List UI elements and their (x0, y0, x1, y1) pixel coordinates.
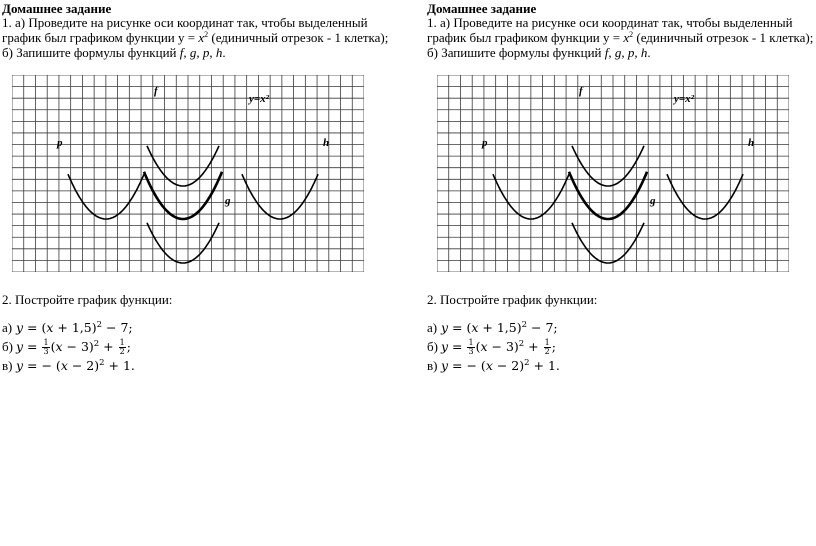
formula-b-open: ( (50, 339, 56, 354)
formula-a (427, 318, 558, 338)
formula-b-y: y (441, 339, 449, 354)
formula-a-exp: 2 (96, 320, 103, 330)
formula-b-exp: 2 (93, 339, 100, 349)
formula-b-x: x (480, 339, 488, 354)
formula-b-fraction2 (119, 339, 126, 356)
formula-c-rest: − 2) (67, 358, 100, 373)
task1-line3-suffix: . (222, 45, 226, 60)
formula-c-tail: + 1. (104, 358, 135, 373)
parabola-g (572, 223, 644, 263)
task1-function-names: f, g, p, h (604, 45, 648, 60)
task1-line2 (427, 30, 812, 45)
homework-title: Домашнее задание (2, 1, 112, 16)
formula-c-x: x (485, 358, 493, 373)
formula-a-rest: + 1,5) (53, 320, 97, 335)
parabola-f (147, 146, 219, 186)
formula-b-label: б) (2, 339, 13, 354)
formula-c (427, 356, 560, 376)
formula-a-tail: − 7; (102, 320, 133, 335)
formula-b-tail: ; (551, 339, 556, 354)
label-y-x2: y=x² (674, 93, 694, 105)
label-h: h (323, 137, 330, 149)
grid-figure-svg (437, 75, 789, 272)
formula-c-tail: + 1. (529, 358, 560, 373)
formula-b-plus: + (99, 339, 118, 354)
formula-b-den: 3 (468, 347, 474, 356)
task1-line1: 1. а) Проведите на рисунке оси координат так, чтобы выделенный (427, 15, 793, 30)
task1-line3 (427, 45, 812, 60)
formula-c-rest: − 2) (492, 358, 525, 373)
formula-a-y: y (441, 320, 449, 335)
task1-line3 (2, 45, 387, 60)
label-p: p (482, 137, 488, 149)
formula-c-y: y (441, 358, 449, 373)
formula-b-eq: = (23, 339, 42, 354)
formula-a-exp: 2 (521, 320, 528, 330)
homework-title: Домашнее задание (427, 1, 537, 16)
label-p: p (57, 137, 63, 149)
formula-a-eq: = ( (23, 320, 47, 335)
formula-b-num2: 1 (544, 338, 550, 347)
formula-b-open: ( (475, 339, 481, 354)
task1-line2 (2, 30, 387, 45)
label-h: h (748, 137, 755, 149)
formula-c-eq: = − ( (23, 358, 61, 373)
parabola-grid-figure (12, 75, 364, 272)
parabola-f (572, 146, 644, 186)
task1-line3-prefix: б) Запишите формулы функций (427, 45, 605, 60)
label-f: f (154, 85, 158, 97)
formula-b-label: б) (427, 339, 438, 354)
task1-text (2, 15, 387, 60)
parabola-h (667, 174, 743, 219)
formula-c (2, 356, 135, 376)
label-f: f (579, 85, 583, 97)
label-g: g (225, 195, 231, 207)
label-y-x2: y=x² (249, 93, 269, 105)
parabola-y-x2 (569, 172, 647, 219)
formula-b-plus: + (524, 339, 543, 354)
formula-b-x: x (55, 339, 63, 354)
task1-exponent: 2 (629, 30, 634, 39)
formula-b-num: 1 (468, 338, 474, 347)
formula-b-tail: ; (126, 339, 131, 354)
formula-a-tail: − 7; (527, 320, 558, 335)
task1-line1: 1. а) Проведите на рисунке оси координат так, чтобы выделенный (2, 15, 368, 30)
formula-b-den: 3 (43, 347, 49, 356)
task1-exponent: 2 (204, 30, 209, 39)
task1-text (427, 15, 812, 60)
formula-a-y: y (16, 320, 24, 335)
formula-a (2, 318, 133, 338)
formula-b-num: 1 (43, 338, 49, 347)
formula-b-exp: 2 (518, 339, 525, 349)
formula-a-label: а) (2, 320, 13, 335)
task1-var-x: x (198, 30, 205, 45)
formula-c-y: y (16, 358, 24, 373)
formula-c-exp: 2 (99, 358, 105, 368)
formula-b-eq: = (448, 339, 467, 354)
formula-c-label: в) (427, 358, 438, 373)
formula-b-rest: − 3) (62, 339, 94, 354)
formula-b-den2: 2 (119, 347, 125, 356)
parabola-h (242, 174, 318, 219)
formula-c-eq: = − ( (448, 358, 486, 373)
label-g: g (650, 195, 656, 207)
formula-a-label: а) (427, 320, 438, 335)
formula-a-x: x (471, 320, 479, 335)
task1-line3-prefix: б) Запишите формулы функций (2, 45, 180, 60)
formula-c-exp: 2 (524, 358, 530, 368)
task2-heading: 2. Постройте график функции: (427, 292, 598, 307)
formula-c-x: x (60, 358, 68, 373)
grid-lines (437, 75, 789, 272)
formula-b-rest: − 3) (487, 339, 519, 354)
task2-heading: 2. Постройте график функции: (2, 292, 173, 307)
formula-a-eq: = ( (448, 320, 472, 335)
parabola-grid-figure (437, 75, 789, 272)
grid-lines (12, 75, 364, 272)
formula-b-fraction (42, 339, 49, 356)
parabola-g (147, 223, 219, 263)
task1-line2-prefix: график был графиком функции y = (2, 30, 199, 45)
task1-var-x: x (623, 30, 630, 45)
formula-b-fraction2 (544, 339, 551, 356)
formula-c-label: в) (2, 358, 13, 373)
task1-function-names: f, g, p, h (179, 45, 223, 60)
formula-b-num2: 1 (119, 338, 125, 347)
formula-b-fraction (467, 339, 474, 356)
formula-a-x: x (46, 320, 54, 335)
parabola-y-x2 (144, 172, 222, 219)
task1-line2-suffix: (единичный отрезок - 1 клетка); (208, 30, 389, 45)
formula-b (2, 337, 131, 357)
grid-figure-svg (12, 75, 364, 272)
task1-line2-prefix: график был графиком функции y = (427, 30, 624, 45)
task1-line3-suffix: . (647, 45, 651, 60)
formula-b-den2: 2 (544, 347, 550, 356)
task1-line2-suffix: (единичный отрезок - 1 клетка); (633, 30, 814, 45)
formula-a-rest: + 1,5) (478, 320, 522, 335)
formula-b-y: y (16, 339, 24, 354)
formula-b (427, 337, 556, 357)
